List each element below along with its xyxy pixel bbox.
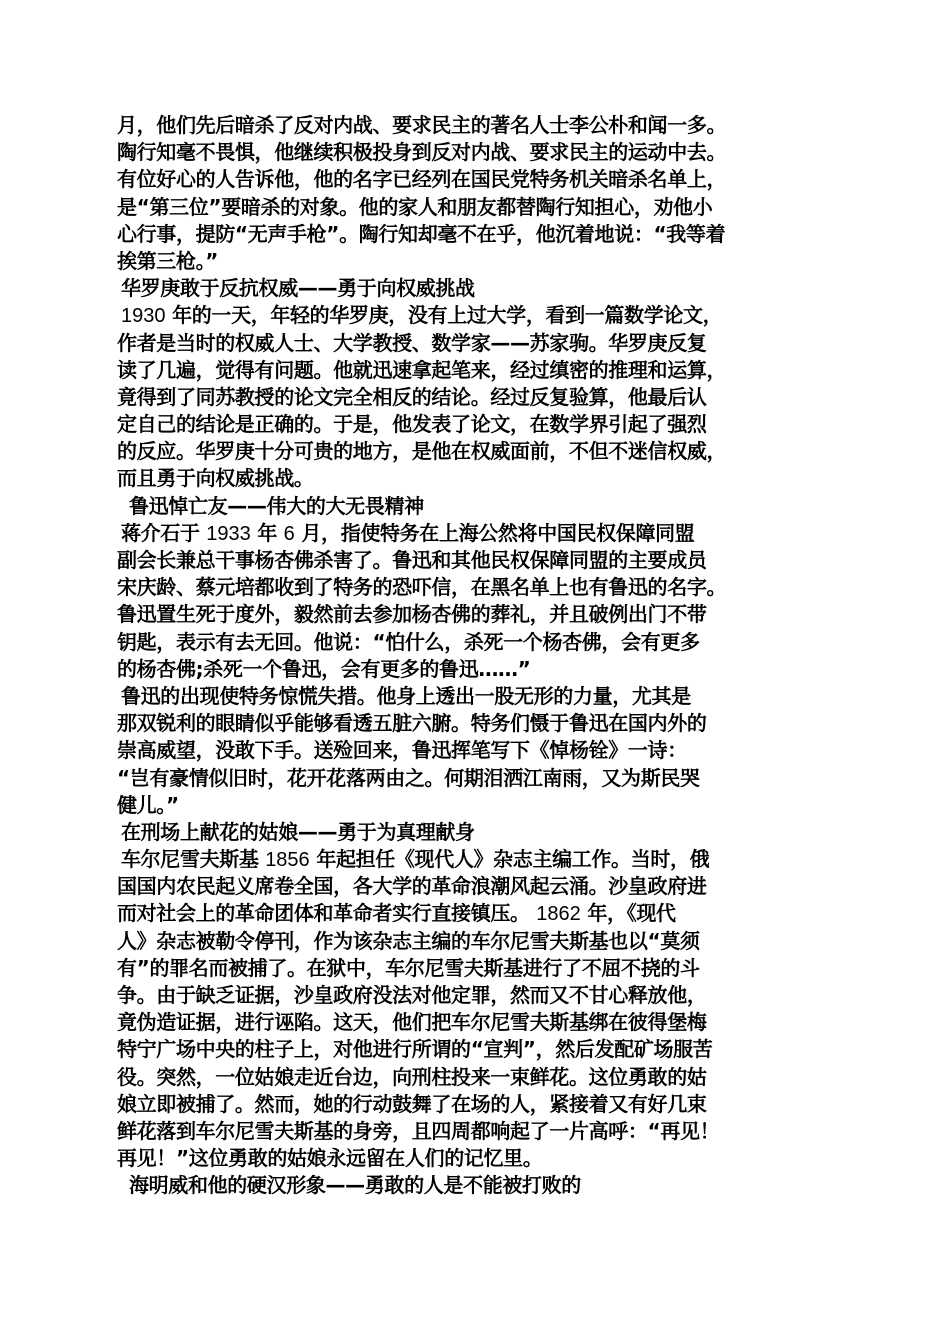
- line-text: 月，指使特务在上海公然将中国民权保障同盟: [301, 520, 695, 545]
- line-text: 蒋介石于: [121, 520, 200, 545]
- line-text: 年: [257, 520, 278, 545]
- year-number: 1856: [265, 849, 310, 872]
- body-line: 健儿。”: [117, 792, 179, 817]
- body-line: 挨第三枪。”: [117, 248, 219, 273]
- body-line: 而且勇于向权威挑战。: [117, 466, 314, 491]
- body-line: 宋庆龄、蔡元培都收到了特务的恐吓信，在黑名单上也有鲁迅的名字。: [117, 575, 727, 600]
- body-line: [117, 900, 839, 927]
- year-number: 1933: [206, 522, 251, 545]
- body-line: 副会长兼总干事杨杏佛杀害了。鲁迅和其他民权保障同盟的主要成员: [117, 548, 707, 572]
- body-line: 读了几遍，觉得有问题。他就迅速拿起笔来，经过缜密的推理和运算，: [117, 357, 727, 382]
- body-line: 作者是当时的权威人士、大学教授、数学家——苏家驹。华罗庚反复: [117, 330, 707, 355]
- section-heading-hua-luogeng: 华罗庚敢于反抗权威——勇于向权威挑战: [121, 276, 475, 301]
- body-line: 的反应。华罗庚十分可贵的地方，是他在权威面前，不但不迷信权威，: [117, 439, 727, 464]
- body-line: 心行事，提防“无声手枪”。陶行知却毫不在乎，他沉着地说：“我等着: [117, 221, 726, 246]
- section-heading-lu-xun: 鲁迅悼亡友——伟大的大无畏精神: [129, 493, 424, 518]
- line-text: 年的一天，年轻的华罗庚，没有上过大学，看到一篇数学论文，: [172, 303, 723, 328]
- body-line: “岂有豪情似旧时，花开花落两由之。何期泪洒江南雨，又为斯民哭: [117, 765, 700, 790]
- body-line: 定自己的结论是正确的。于是，他发表了论文，在数学界引起了强烈: [117, 412, 707, 437]
- body-line: 鲜花落到车尔尼雪夫斯基的身旁，且四周都响起了一片高呼：“再见！: [117, 1118, 720, 1143]
- body-line: 竟得到了同苏教授的论文完全相反的结论。经过反复验算，他最后认: [117, 384, 707, 409]
- body-line: 的杨杏佛;杀死一个鲁迅，会有更多的鲁迅……”: [117, 656, 531, 681]
- line-text: 而对社会上的革命团体和革命者实行直接镇压。: [117, 901, 530, 926]
- line-text: 车尔尼雪夫斯基: [121, 847, 259, 872]
- body-line: 国国内农民起义席卷全国，各大学的革命浪潮风起云涌。沙皇政府进: [117, 874, 707, 899]
- body-line: 人》杂志被勒令停刊，作为该杂志主编的车尔尼雪夫斯基也以“莫须: [117, 928, 700, 953]
- body-line: 鲁迅的出现使特务惊慌失措。他身上透出一股无形的力量，尤其是: [121, 683, 691, 708]
- body-line: 争。由于缺乏证据，沙皇政府没法对他定罪，然而又不甘心释放他，: [117, 983, 707, 1007]
- body-line: 陶行知毫不畏惧，他继续积极投身到反对内战、要求民主的运动中去。: [117, 140, 727, 165]
- body-line: 竟伪造证据，进行诬陷。这天，他们把车尔尼雪夫斯基绑在彼得堡梅: [117, 1010, 707, 1035]
- document-page: [117, 112, 839, 1200]
- body-line: 役。突然，一位姑娘走近台边，向刑柱投来一束鲜花。这位勇敢的姑: [117, 1064, 707, 1089]
- body-line: [117, 302, 839, 329]
- body-line: 是“第三位”要暗杀的对象。他的家人和朋友都替陶行知担心，劝他小: [117, 194, 713, 219]
- body-line: 钥匙，表示有去无回。他说：“怕什么，杀死一个杨杏佛，会有更多: [117, 629, 700, 654]
- body-line: [117, 846, 839, 873]
- body-line: 娘立即被捕了。然而，她的行动鼓舞了在场的人，紧接着又有好几束: [117, 1091, 707, 1116]
- year-number: 1862: [536, 903, 581, 926]
- line-text: 年，《现代: [587, 901, 676, 926]
- year-number: 1930: [121, 305, 166, 328]
- section-heading-hemingway: 海明威和他的硬汉形象——勇敢的人是不能被打败的: [129, 1173, 581, 1198]
- body-line: 再见！”这位勇敢的姑娘永远留在人们的记忆里。: [117, 1146, 543, 1171]
- line-text: 年起担任《现代人》杂志主编工作。当时，俄: [316, 847, 710, 872]
- body-line: 特宁广场中央的柱子上，对他进行所谓的“宣判”，然后发配矿场服苦: [117, 1037, 713, 1062]
- body-line: 那双锐利的眼睛似乎能够看透五脏六腑。特务们慑于鲁迅在国内外的: [117, 711, 707, 736]
- body-line: [117, 520, 839, 547]
- body-line: 月，他们先后暗杀了反对内战、要求民主的著名人士李公朴和闻一多。: [117, 113, 727, 137]
- body-line: 鲁迅置生死于度外，毅然前去参加杨杏佛的葬礼，并且破例出门不带: [117, 602, 707, 627]
- body-line: 崇高威望，没敢下手。送殓回来，鲁迅挥笔写下《悼杨铨》一诗：: [117, 738, 687, 763]
- body-line: 有”的罪名而被捕了。在狱中，车尔尼雪夫斯基进行了不屈不挠的斗: [117, 955, 700, 980]
- month-number: 6: [283, 522, 295, 545]
- section-heading-flower-girl: 在刑场上献花的姑娘——勇于为真理献身: [121, 819, 475, 844]
- body-line: 有位好心的人告诉他，他的名字已经列在国民党特务机关暗杀名单上，: [117, 167, 727, 192]
